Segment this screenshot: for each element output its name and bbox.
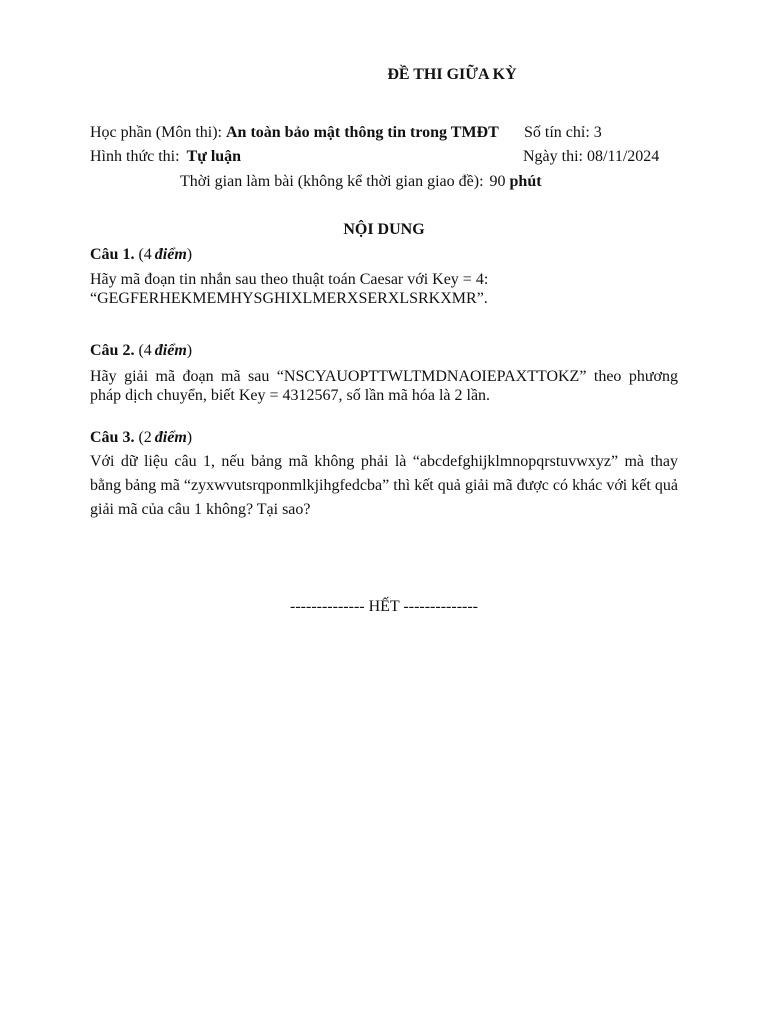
question-3-label: Câu 3. xyxy=(90,429,135,446)
duration-label: Thời gian làm bài (không kể thời gian giao đề): xyxy=(180,173,484,190)
duration-number: 90 xyxy=(489,173,506,190)
exam-title: ĐỀ THI GIỮA KỲ xyxy=(387,66,517,83)
question-2-heading xyxy=(90,342,192,360)
credits: Số tín chỉ: 3 xyxy=(524,124,602,141)
subject-label: Học phần (Môn thi): xyxy=(90,124,222,141)
question-1-points-word: điểm xyxy=(154,246,187,263)
subject-line xyxy=(90,124,499,142)
question-1-points-open: (4 xyxy=(138,246,152,263)
question-3-points-open: (2 xyxy=(138,429,152,446)
question-2-points-close: ) xyxy=(186,342,193,359)
exam-form-label: Hình thức thi: xyxy=(90,148,180,165)
question-2-text: Hãy giải mã đoạn mã sau “NSCYAUOPTTWLTMDNAOIEPAXTTOKZ” theo phương pháp dịch chuyển, biết Key = 4312567, số lần mã hóa là 2 lần. xyxy=(90,368,678,404)
exam-form-line xyxy=(90,148,241,166)
content-heading: NỘI DUNG xyxy=(343,221,425,238)
exam-form-value: Tự luận xyxy=(186,148,242,165)
question-2-points-word: điểm xyxy=(154,342,187,359)
question-3-text: Với dữ liệu câu 1, nếu bảng mã không phải là “abcdefghijklmnopqrstuvwxyz” mà thay bằng bảng mã “zyxwvutsrqponmlkjihgfedcba” thì kết quả giải mã được có khác với kết quả giải mã của câu 1 không? Tại sao? xyxy=(90,453,678,518)
question-1-label: Câu 1. xyxy=(90,246,135,263)
exam-date: Ngày thi: 08/11/2024 xyxy=(523,148,660,165)
question-2-label: Câu 2. xyxy=(90,342,135,359)
duration-line xyxy=(180,173,542,191)
question-1-points-close: ) xyxy=(186,246,193,263)
question-3-points-close: ) xyxy=(186,429,193,446)
subject-value: An toàn bảo mật thông tin trong TMĐT xyxy=(225,124,499,141)
question-3-points-word: điểm xyxy=(154,429,187,446)
question-3-heading xyxy=(90,429,192,447)
question-1-text: Hãy mã đoạn tin nhắn sau theo thuật toán Caesar với Key = 4: “GEGFERHEKMEMHYSGHIXLMERXSERXLSRKXMR”. xyxy=(90,271,489,307)
question-1-heading xyxy=(90,246,192,264)
duration-unit: phút xyxy=(509,173,542,190)
question-2-points-open: (4 xyxy=(138,342,152,359)
end-marker: -------------- HẾT -------------- xyxy=(290,598,478,615)
